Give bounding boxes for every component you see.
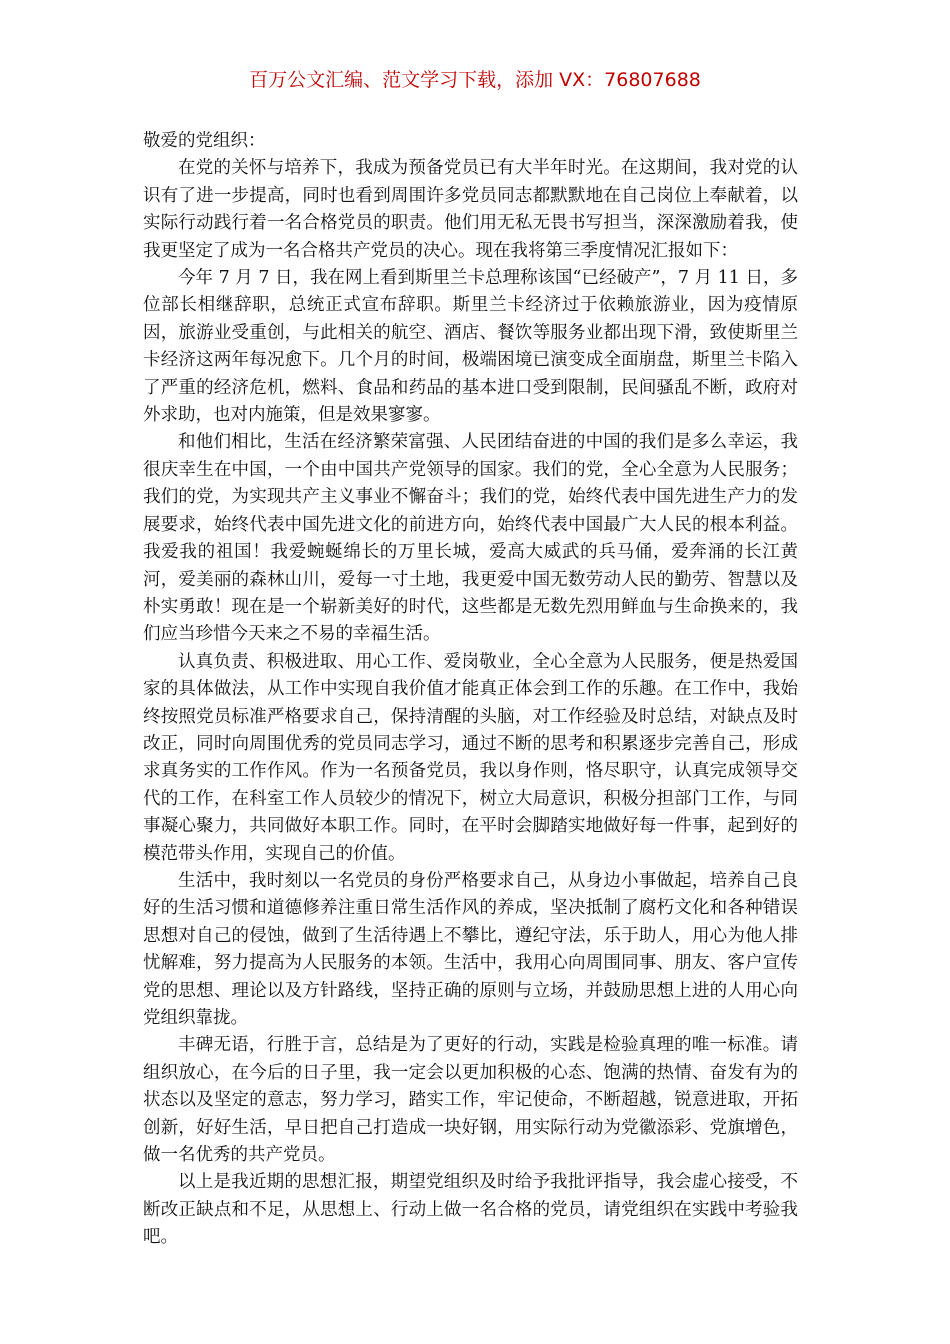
paragraph-work: 认真负责、积极进取、用心工作、爱岗敬业，全心全意为人民服务，便是热爱国家的具体做法，从工作中实现自我价值才能真正体会到工作的乐趣。在工作中，我始终按照党员标准严格要求自己，保持清醒的头脑，对工作经验及时总结，对缺点及时改正，同时向周围优秀的党员同志学习，通过不断的思考和积累逐步完善自己，形成求真务实的工作作风。作为一名预备党员，我以身作则，恪尽职守，认真完成领导交代的工作，在科室工作人员较少的情况下，树立大局意识，积极分担部门工作，与同事凝心聚力，共同做好本职工作。同时，在平时会脚踏实地做好每一件事，起到好的模范带头作用，实现自己的价值。 <box>143 651 798 864</box>
paragraph-intro: 在党的关怀与培养下，我成为预备党员已有大半年时光。在这期间，我对党的认识有了进一步提高，同时也看到周围许多党员同志都默默地在自己岗位上奉献着，以实际行动践行着一名合格党员的职责。他们用无私无畏书写担当，深深激励着我，使我更坚定了成为一名合格共产党员的决心。现在我将第三季度情况汇报如下： <box>143 158 798 261</box>
paragraph-closing: 以上是我近期的思想汇报，期望党组织及时给予我批评指导，我会虚心接受，不断改正缺点和不足，从思想上、行动上做一名合格的党员，请党组织在实践中考验我吧。 <box>143 1172 798 1248</box>
paragraph-china: 和他们相比，生活在经济繁荣富强、人民团结奋进的中国的我们是多么幸运，我很庆幸生在中国，一个由中国共产党领导的国家。我们的党，全心全意为人民服务；我们的党，为实现共产主义事业不懈奋斗；我们的党，始终代表中国先进生产力的发展要求，始终代表中国先进文化的前进方向，始终代表中国最广大人民的根本利益。我爱我的祖国！我爱蜿蜒绵长的万里长城，爱高大威武的兵马俑，爱奔涌的长江黄河，爱美丽的森林山川，爱每一寸土地，我更爱中国无数劳动人民的勤劳、智慧以及朴实勇敢！现在是一个崭新美好的时代，这些都是无数先烈用鲜血与生命换来的，我们应当珍惜今天来之不易的幸福生活。 <box>143 432 798 645</box>
salutation: 敬爱的党组织： <box>143 131 266 151</box>
paragraph-commitment: 丰碑无语，行胜于言，总结是为了更好的行动，实践是检验真理的唯一标准。请组织放心，在今后的日子里，我一定会以更加积极的心态、饱满的热情、奋发有为的状态以及坚定的意志，努力学习，踏实工作，牢记使命，不断超越，锐意进取，开拓创新，好好生活，早日把自己打造成一块好钢，用实际行动为党徽添彩、党旗增色，做一名优秀的共产党员。 <box>143 1035 798 1166</box>
paragraph-life: 生活中，我时刻以一名党员的身份严格要求自己，从身边小事做起，培养自己良好的生活习惯和道德修养注重日常生活作风的养成，坚决抵制了腐朽文化和各种错误思想对自己的侵蚀，做到了生活待遇上不攀比，遵纪守法，乐于助人，用心为他人排忧解难，努力提高为人民服务的本领。生活中，我用心向周围同事、朋友、客户宣传党的思想、理论以及方针路线，坚持正确的原则与立场，并鼓励思想上进的人用心向党组织靠拢。 <box>143 870 798 1028</box>
letter-body <box>143 128 798 1252</box>
header-banner: 百万公文汇编、范文学习下载，添加 VX：76807688 <box>249 69 701 91</box>
paragraph-sri-lanka: 今年 7 月 7 日，我在网上看到斯里兰卡总理称该国“已经破产”，7 月 11 日，多位部长相继辞职，总统正式宣布辞职。斯里兰卡经济过于依赖旅游业，因为疫情原因，旅游业受重创，与此相关的航空、酒店、餐饮等服务业都出现下滑，致使斯里兰卡经济这两年每况愈下。几个月的时间，极端困境已演变成全面崩盘，斯里兰卡陷入了严重的经济危机，燃料、食品和药品的基本进口受到限制，民间骚乱不断，政府对外求助，也对内施策，但是效果寥寥。 <box>143 268 799 426</box>
